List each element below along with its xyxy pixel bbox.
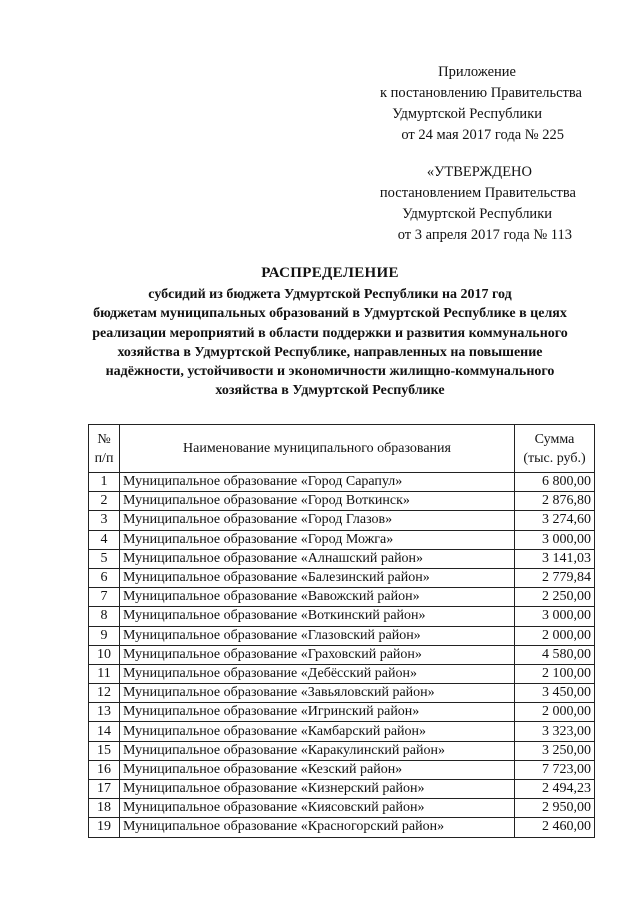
row-municipality-name: Муниципальное образование «Город Глазов» [120,511,515,530]
row-sum: 6 800,00 [515,473,595,492]
row-sum: 3 323,00 [515,722,595,741]
title-heading: РАСПРЕДЕЛЕНИЕ [261,265,399,281]
row-number: 7 [89,588,120,607]
row-municipality-name: Муниципальное образование «Воткинский район» [120,607,515,626]
row-number: 9 [89,626,120,645]
table-row [89,511,595,530]
row-number: 1 [89,473,120,492]
row-sum: 2 494,23 [515,780,595,799]
row-number: 2 [89,492,120,511]
row-municipality-name: Муниципальное образование «Город Воткинск» [120,492,515,511]
title-line: бюджетам муниципальных образований в Удмуртской Республике в целях [93,306,567,322]
row-number: 19 [89,818,120,837]
row-municipality-name: Муниципальное образование «Вавожский район» [120,588,515,607]
row-sum: 3 141,03 [515,549,595,568]
table-header-row [89,425,595,473]
table-row [89,530,595,549]
title-line: надёжности, устойчивости и экономичности жилищно-коммунального [105,364,555,380]
table-row [89,626,595,645]
appendix-line: Удмуртской Республики [392,106,542,122]
header-number-line1: № [97,431,111,447]
row-municipality-name: Муниципальное образование «Граховский район» [120,645,515,664]
table-row [89,473,595,492]
table-row [89,722,595,741]
title-line: хозяйства в Удмуртской Республике [215,383,445,399]
header-sum-line2: (тыс. руб.) [523,450,586,466]
row-sum: 3 274,60 [515,511,595,530]
appendix-line: от 24 мая 2017 года № 225 [401,127,564,143]
row-number: 8 [89,607,120,626]
title-line: реализации мероприятий в области поддержки и развития коммунального [92,325,568,341]
table-row [89,607,595,626]
row-municipality-name: Муниципальное образование «Каракулинский район» [120,741,515,760]
row-sum: 2 000,00 [515,626,595,645]
row-sum: 2 876,80 [515,492,595,511]
document-title [70,264,590,400]
table-row [89,588,595,607]
appendix-line: к постановлению Правительства [380,85,582,101]
row-municipality-name: Муниципальное образование «Кезский район» [120,760,515,779]
approved-line: постановлением Правительства [379,185,576,201]
row-municipality-name: Муниципальное образование «Глазовский район» [120,626,515,645]
table-row [89,684,595,703]
distribution-table [88,424,595,838]
header-sum-line1: Сумма [534,431,575,447]
header-number-line2: п/п [94,450,114,466]
table-row [89,741,595,760]
title-line: субсидий из бюджета Удмуртской Республики на 2017 год [148,287,512,303]
row-number: 5 [89,549,120,568]
row-municipality-name: Муниципальное образование «Красногорский район» [120,818,515,837]
row-number: 10 [89,645,120,664]
table-row [89,549,595,568]
row-municipality-name: Муниципальное образование «Игринский район» [120,703,515,722]
row-municipality-name: Муниципальное образование «Алнашский район» [120,549,515,568]
row-number: 11 [89,664,120,683]
row-number: 6 [89,568,120,587]
row-sum: 2 250,00 [515,588,595,607]
table-row [89,664,595,683]
header-sum [515,425,595,473]
row-municipality-name: Муниципальное образование «Киясовский район» [120,799,515,818]
title-line: хозяйства в Удмуртской Республике, направленных на повышение [117,344,543,360]
row-municipality-name: Муниципальное образование «Кизнерский район» [120,780,515,799]
row-number: 13 [89,703,120,722]
row-municipality-name: Муниципальное образование «Камбарский район» [120,722,515,741]
row-sum: 2 779,84 [515,568,595,587]
header-name: Наименование муниципального образования [120,425,515,473]
appendix-line: Приложение [438,64,516,80]
row-sum: 2 950,00 [515,799,595,818]
approved-line: Удмуртской Республики [402,206,552,222]
row-number: 14 [89,722,120,741]
row-number: 4 [89,530,120,549]
row-number: 12 [89,684,120,703]
table-body [89,473,595,838]
table-row [89,780,595,799]
appendix-block [320,62,582,146]
approved-line: от 3 апреля 2017 года № 113 [397,227,572,243]
row-sum: 2 000,00 [515,703,595,722]
table-row [89,492,595,511]
row-municipality-name: Муниципальное образование «Дебёсский район» [120,664,515,683]
table-row [89,760,595,779]
row-sum: 2 460,00 [515,818,595,837]
row-number: 18 [89,799,120,818]
row-municipality-name: Муниципальное образование «Балезинский район» [120,568,515,587]
table-row [89,703,595,722]
table-row [89,799,595,818]
table-row [89,645,595,664]
row-sum: 3 000,00 [515,530,595,549]
row-sum: 4 580,00 [515,645,595,664]
row-number: 17 [89,780,120,799]
row-number: 3 [89,511,120,530]
row-sum: 3 250,00 [515,741,595,760]
table-row [89,818,595,837]
row-sum: 3 450,00 [515,684,595,703]
row-sum: 7 723,00 [515,760,595,779]
row-municipality-name: Муниципальное образование «Город Можга» [120,530,515,549]
row-number: 16 [89,760,120,779]
row-sum: 3 000,00 [515,607,595,626]
row-municipality-name: Муниципальное образование «Завьяловский район» [120,684,515,703]
row-municipality-name: Муниципальное образование «Город Сарапул» [120,473,515,492]
approved-line: «УТВЕРЖДЕНО [426,164,532,180]
row-sum: 2 100,00 [515,664,595,683]
table-row [89,568,595,587]
row-number: 15 [89,741,120,760]
approval-stamp-block [320,162,582,246]
header-number [89,425,120,473]
